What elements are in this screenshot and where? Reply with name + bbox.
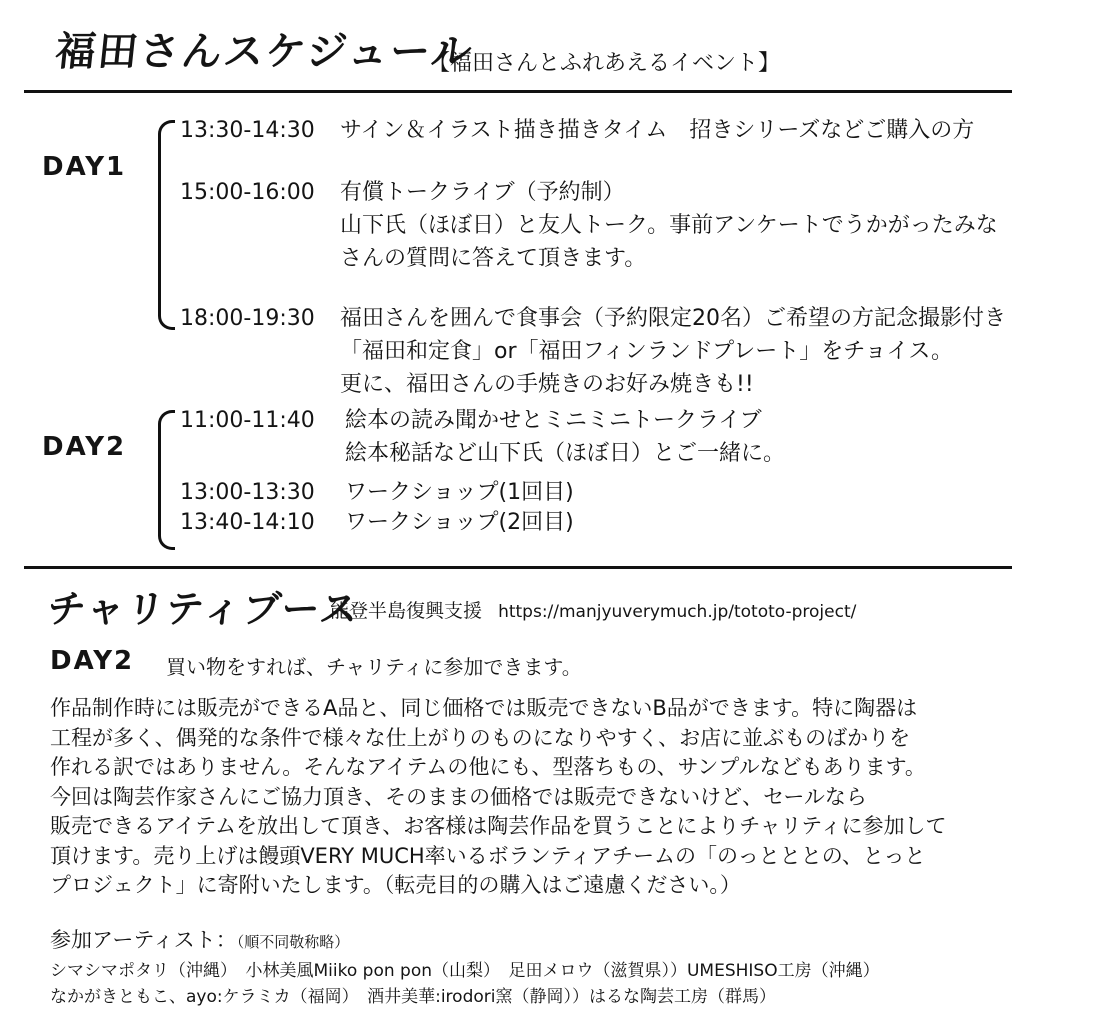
charity-url[interactable]: https://manjyuverymuch.jp/tototo-project/ bbox=[498, 602, 857, 622]
day2-event1-line: 絵本の読み聞かせとミニミニトークライブ bbox=[345, 408, 762, 433]
day1-event2-time: 15:00-16:00 bbox=[180, 180, 315, 205]
day2-event2-line: ワークショップ(1回目) bbox=[345, 480, 574, 505]
day1-event1-desc bbox=[340, 114, 974, 147]
day1-event3-line: 更に、福田さんの手焼きのお好み焼きも!! bbox=[340, 372, 754, 397]
day2-event3-time: 13:40-14:10 bbox=[180, 510, 315, 535]
day2-bracket bbox=[158, 410, 175, 550]
artists-heading bbox=[50, 924, 349, 954]
day1-event2-line: さんの質問に答えて頂きます。 bbox=[340, 246, 647, 271]
artists-note: （順不同敬称略） bbox=[236, 933, 350, 951]
day1-event3-line: 福田さんを囲んで食事会（予約限定20名）ご希望の方記念撮影付き bbox=[340, 306, 1006, 331]
day2-event1-line: 絵本秘話など山下氏（ほぼ日）とご一緒に。 bbox=[345, 441, 786, 466]
artists-label: 参加アーティスト： bbox=[50, 928, 237, 952]
day1-label: DAY1 bbox=[42, 152, 127, 182]
charity-day-label: DAY2 bbox=[50, 646, 135, 676]
day2-event2-desc bbox=[345, 476, 574, 509]
day1-event1-time: 13:30-14:30 bbox=[180, 118, 315, 143]
day1-event3-time: 18:00-19:30 bbox=[180, 306, 315, 331]
charity-subtitle-row bbox=[330, 596, 856, 623]
charity-title: チャリティブース bbox=[45, 587, 362, 631]
day2-event3-line: ワークショップ(2回目) bbox=[345, 510, 574, 535]
day2-event3-desc bbox=[345, 506, 574, 539]
artists-line: シマシマポタリ（沖縄） 小林美風Miiko pon pon（山梨） 足田メロウ（滋賀県））UMESHISO工房（沖縄） bbox=[50, 961, 880, 981]
day1-event3-line: 「福田和定食」or「福田フィンランドプレート」をチョイス。 bbox=[340, 339, 953, 364]
day1-bracket bbox=[158, 120, 175, 330]
artists-list bbox=[50, 958, 880, 1010]
page-title: 福田さんスケジュール bbox=[53, 29, 476, 75]
day2-event1-desc bbox=[345, 404, 785, 470]
divider-middle bbox=[24, 566, 1012, 569]
paragraph-line: プロジェクト」に寄附いたします。（転売目的の購入はご遠慮ください。） bbox=[50, 873, 741, 897]
charity-subtitle: 能登半島復興支援 bbox=[330, 600, 483, 622]
divider-top bbox=[24, 90, 1012, 93]
day1-event2-line: 山下氏（ほぼ日）と友人トーク。事前アンケートでうかがったみな bbox=[340, 213, 998, 238]
day2-label: DAY2 bbox=[42, 432, 127, 462]
paragraph-line: 工程が多く、偶発的な条件で様々な仕上がりのものになりやすく、お店に並ぶものばかりを bbox=[50, 725, 911, 750]
paragraph-line: 作れる訳ではありません。そんなアイテムの他にも、型落ちもの、サンプルなどもあります。 bbox=[50, 755, 926, 779]
page-subtitle: 【福田さんとふれあえるイベント】 bbox=[428, 51, 781, 76]
day2-event2-time: 13:00-13:30 bbox=[180, 480, 315, 505]
charity-day-text: 買い物をすれば、チャリティに参加できます。 bbox=[166, 655, 582, 679]
paragraph-line: 頂けます。売り上げは饅頭VERY MUCH率いるボランティアチームの「のっとととの、とっと bbox=[50, 843, 926, 868]
day2-event1-time: 11:00-11:40 bbox=[180, 408, 315, 433]
day1-event1-line: サイン＆イラスト描き描きタイム 招きシリーズなどご購入の方 bbox=[340, 118, 975, 143]
paragraph-line: 今回は陶芸作家さんにご協力頂き、そのままの価格では販売できないけど、セールなら bbox=[50, 784, 867, 809]
paragraph-line: 販売できるアイテムを放出して頂き、お客様は陶芸作品を買うことによりチャリティに参加して bbox=[50, 814, 947, 838]
paragraph-line: 作品制作時には販売ができるA品と、同じ価格では販売できないB品ができます。特に陶器は bbox=[50, 696, 918, 720]
day1-event3-desc bbox=[340, 302, 1006, 401]
day1-event2-desc bbox=[340, 176, 998, 275]
charity-paragraph bbox=[50, 694, 1090, 901]
day1-event2-line: 有償トークライブ（予約制） bbox=[340, 180, 625, 205]
artists-line: なかがきともこ、ayo:ケラミカ（福岡） 酒井美華:irodori窯（静岡））はるな陶芸工房（群馬） bbox=[50, 987, 776, 1007]
